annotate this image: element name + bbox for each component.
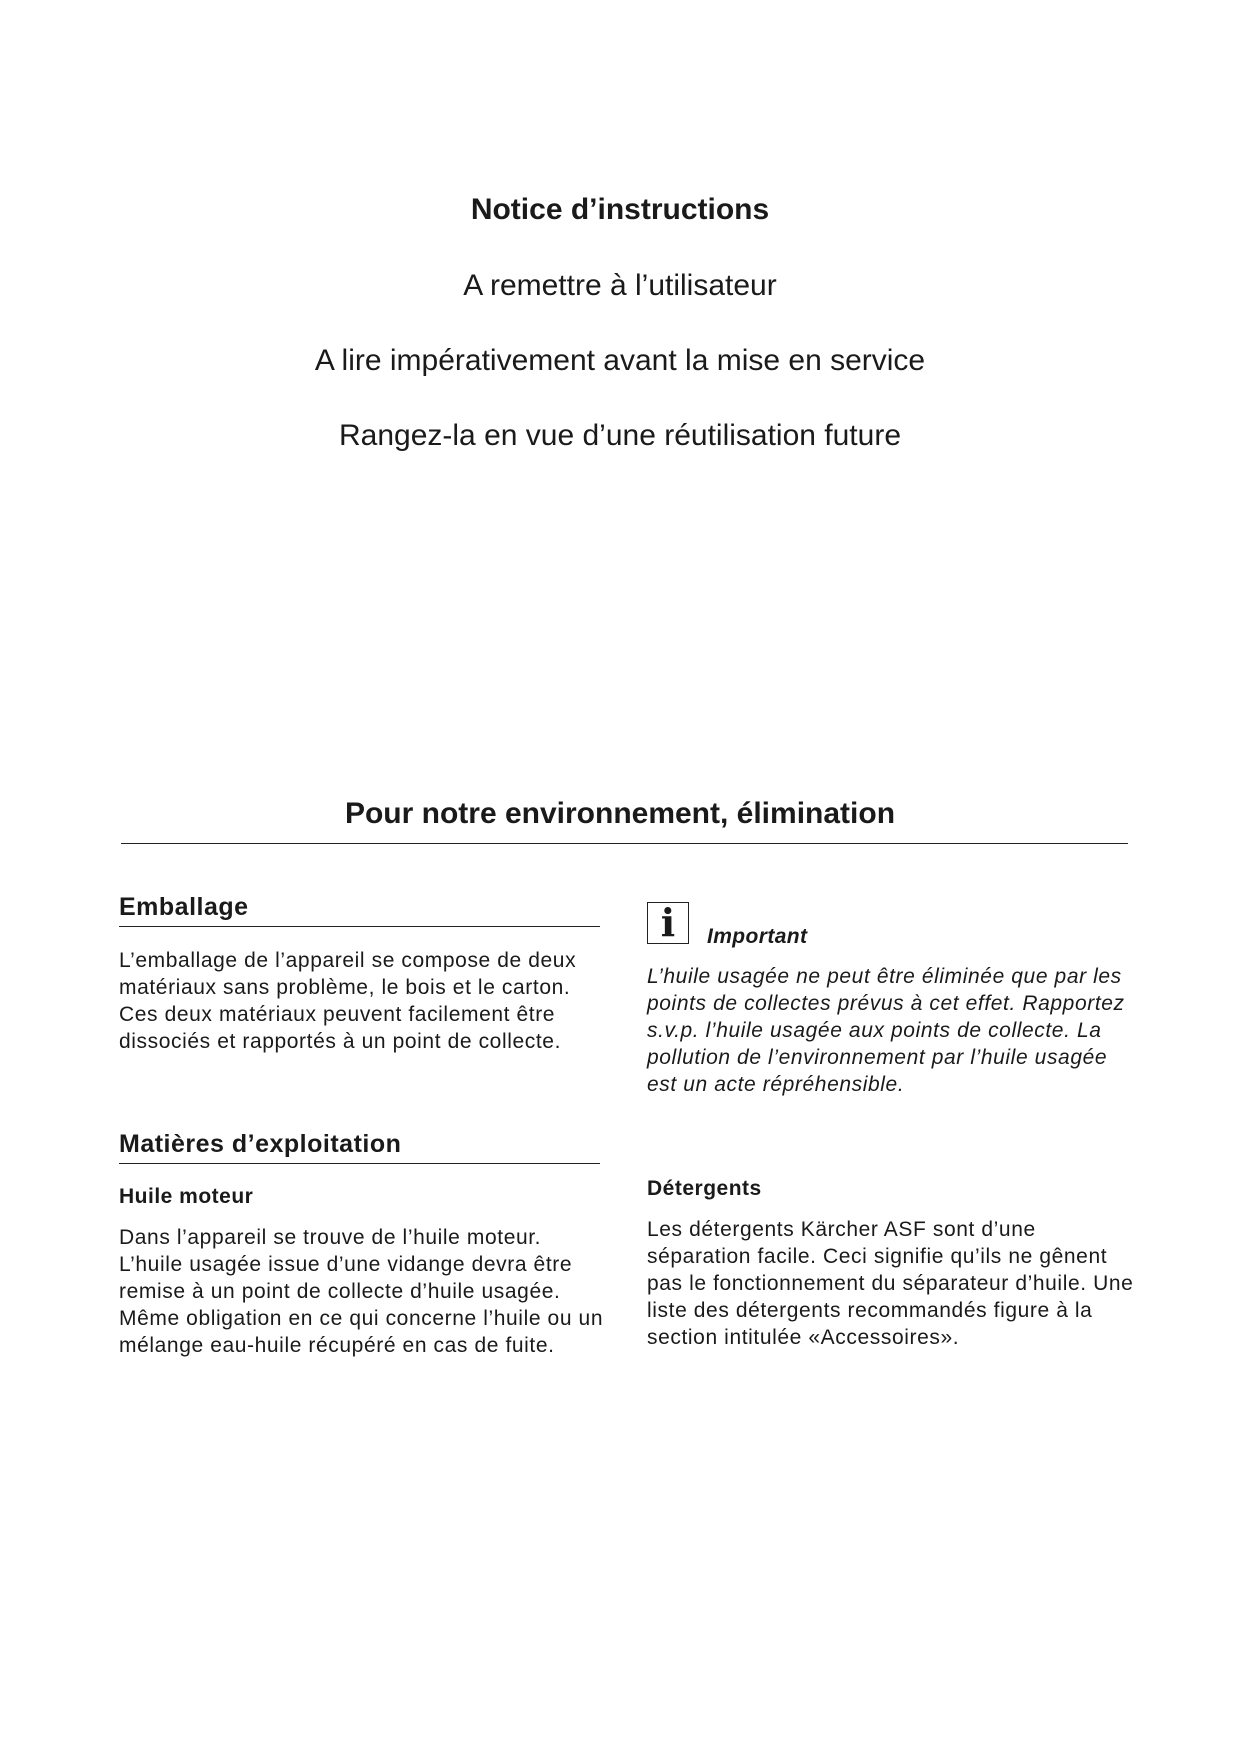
document-title: Notice d’instructions (470, 193, 770, 226)
huile-moteur-paragraph: Dans l’appareil se trouve de l’huile moteur. L’huile usagée issue d’une vidange devra être remise à un point de collecte d’huile usagée. Même obligation en ce qui concerne l’huile ou un mélange eau-huile récupéré en cas de fuite. (119, 1226, 604, 1357)
huile-moteur-heading: Huile moteur (119, 1185, 254, 1208)
section-divider (121, 843, 1128, 844)
instruction-line-3: Rangez-la en vue d’une réutilisation future (338, 419, 902, 452)
emballage-heading: Emballage (119, 893, 600, 927)
detergents-heading: Détergents (647, 1177, 762, 1200)
section-title: Pour notre environnement, élimination (344, 797, 896, 830)
emballage-paragraph: L’emballage de l’appareil se compose de deux matériaux sans problème, le bois et le carton. Ces deux matériaux peuvent facilement être dissociés et rapportés à un point de collecte. (119, 949, 577, 1053)
detergents-paragraph: Les détergents Kärcher ASF sont d’une séparation facile. Ceci signifie qu’ils ne gênent pas le fonctionnement du séparateur d’huile. Une liste des détergents recommandés figure à la section intitulée «Accessoires». (647, 1218, 1134, 1349)
important-paragraph: L’huile usagée ne peut être éliminée que par les points de collectes prévus à cet effet. Rapportez s.v.p. l’huile usagée aux points de collecte. La pollution de l’environnement par l’huile usagée est un acte répréhensible. (647, 965, 1125, 1096)
instruction-line-1: A remettre à l’utilisateur (463, 269, 777, 302)
instruction-line-2: A lire impérativement avant la mise en service (314, 344, 926, 377)
matieres-heading: Matières d’exploitation (119, 1130, 600, 1164)
important-label: Important (707, 925, 808, 948)
info-icon: i (647, 902, 689, 944)
